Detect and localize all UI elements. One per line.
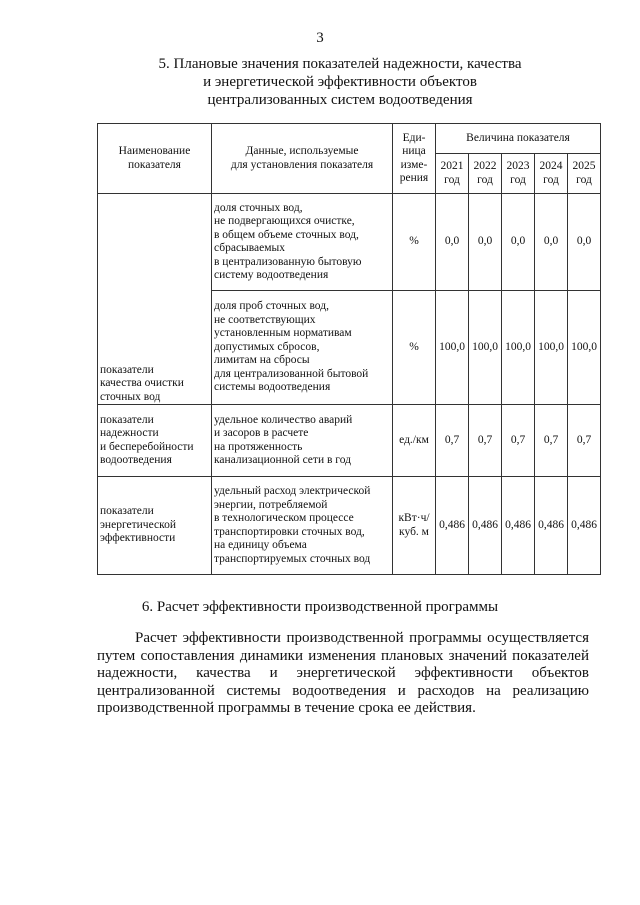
row-data-line: установленным нормативам xyxy=(214,327,352,340)
row-data xyxy=(212,477,393,575)
header-year-2024 xyxy=(535,154,568,194)
row-data-line: транспортируемых сточных вод xyxy=(214,552,371,565)
table-row xyxy=(98,477,601,575)
group-name-line: надежности xyxy=(100,427,159,439)
row-data-line: систему водоотведения xyxy=(214,269,329,281)
group-name-line: показатели xyxy=(100,505,154,518)
row-data-line: транспортировки сточных вод, xyxy=(214,525,365,538)
header-unit-line: рения xyxy=(399,172,429,184)
row-data-line: лимитам на сбросы xyxy=(214,354,310,367)
group-name-line: показатели xyxy=(100,413,154,426)
row-value: 0,0 xyxy=(502,194,535,291)
year-suffix: год xyxy=(477,173,493,186)
group-name-line: качества очистки xyxy=(100,377,184,389)
section5-title xyxy=(60,55,620,109)
row-data xyxy=(212,194,393,291)
year-suffix: год xyxy=(543,173,559,186)
year-label: 2025 xyxy=(572,160,596,172)
row-data-line: удельное количество аварий xyxy=(214,413,353,426)
row-unit-line: кВт·ч/ xyxy=(398,512,430,524)
row-value: 0,486 xyxy=(436,477,469,575)
year-suffix: год xyxy=(510,173,526,186)
group-name-quality xyxy=(98,194,212,405)
row-data-line: в технологическом процессе xyxy=(214,512,354,524)
row-value: 100,0 xyxy=(502,291,535,405)
section6-paragraph: Расчет эффективности производственной программы осуществляется путем сопоставления динамики изменения плановых значений показателей надежности, качества и энергетической эффективности объектов централизованной системы водоотведения и расходов на реализацию производственной программы в течение срока ее действия. xyxy=(97,630,589,716)
row-value: 0,486 xyxy=(568,477,601,575)
row-data-line: в централизованную бытовую xyxy=(214,255,362,268)
section5-title-line: 5. Плановые значения показателей надежности, качества xyxy=(158,56,522,72)
table-row xyxy=(98,405,601,477)
row-data-line: энергии, потребляемой xyxy=(214,498,328,511)
row-value: 100,0 xyxy=(568,291,601,405)
section5-title-line: централизованных систем водоотведения xyxy=(207,92,473,108)
row-data-line: не подвергающихся очистке, xyxy=(214,215,355,227)
row-unit xyxy=(393,477,436,575)
row-data-line: не соответствующих xyxy=(214,313,316,326)
row-data-line: доля проб сточных вод, xyxy=(214,300,329,313)
row-data xyxy=(212,405,393,477)
year-label: 2023 xyxy=(506,160,530,172)
row-data-line: сбрасываемых xyxy=(214,242,286,254)
header-unit-line: Еди- xyxy=(402,131,426,144)
row-value: 0,7 xyxy=(469,405,502,477)
header-data-line: для установления показателя xyxy=(230,158,374,171)
header-unit xyxy=(393,124,436,194)
header-name-line: показателя xyxy=(128,158,181,171)
row-value: 0,0 xyxy=(535,194,568,291)
row-data-line: допустимых сбросов, xyxy=(214,340,320,353)
group-name-energy xyxy=(98,477,212,575)
row-value: 0,7 xyxy=(535,405,568,477)
row-value: 0,7 xyxy=(568,405,601,477)
row-value: 0,7 xyxy=(502,405,535,477)
row-data-line: и засоров в расчете xyxy=(214,427,309,439)
header-year-2023 xyxy=(502,154,535,194)
header-data-line: Данные, используемые xyxy=(245,145,359,157)
header-name-line: Наименование xyxy=(118,145,191,157)
group-name-line: водоотведения xyxy=(100,454,172,466)
header-year-2022 xyxy=(469,154,502,194)
group-name-line: показатели xyxy=(100,363,154,376)
year-suffix: год xyxy=(576,173,592,186)
group-name-line: сточных вод xyxy=(100,390,161,403)
table-row xyxy=(98,194,601,291)
header-name xyxy=(98,124,212,194)
group-name-reliability xyxy=(98,405,212,477)
row-data-line: доля сточных вод, xyxy=(214,201,303,214)
page-number: 3 xyxy=(316,30,324,46)
row-value: 0,486 xyxy=(469,477,502,575)
header-value-group: Величина показателя xyxy=(436,124,601,154)
row-unit: % xyxy=(393,194,436,291)
row-value: 100,0 xyxy=(469,291,502,405)
header-unit-line: изме- xyxy=(400,158,428,171)
header-unit-line: ница xyxy=(402,145,426,157)
row-unit: % xyxy=(393,291,436,405)
row-value: 0,0 xyxy=(469,194,502,291)
row-value: 100,0 xyxy=(436,291,469,405)
group-name-line: эффективности xyxy=(100,532,176,545)
row-unit-line: куб. м xyxy=(399,525,429,538)
row-value: 0,0 xyxy=(436,194,469,291)
row-unit: ед./км xyxy=(393,405,436,477)
row-value: 0,486 xyxy=(535,477,568,575)
row-value: 0,7 xyxy=(436,405,469,477)
section5-title-line: и энергетической эффективности объектов xyxy=(203,74,477,90)
year-label: 2021 xyxy=(440,160,464,172)
section6-title: 6. Расчет эффективности производственной программы xyxy=(141,599,499,615)
row-data-line: в общем объеме сточных вод, xyxy=(214,228,359,241)
row-value: 0,0 xyxy=(568,194,601,291)
row-value: 100,0 xyxy=(535,291,568,405)
header-year-2021 xyxy=(436,154,469,194)
group-name-line: и бесперебойности xyxy=(100,440,194,453)
indicators-table xyxy=(97,123,601,575)
year-suffix: год xyxy=(444,173,460,186)
row-data-line: удельный расход электрической xyxy=(214,485,371,497)
year-label: 2022 xyxy=(473,160,497,172)
row-data-line: для централизованной бытовой xyxy=(214,367,369,380)
row-data-line: канализационной сети в год xyxy=(214,454,351,466)
row-data-line: системы водоотведения xyxy=(214,381,331,394)
row-data xyxy=(212,291,393,405)
row-data-line: на единицу объема xyxy=(214,539,307,551)
year-label: 2024 xyxy=(539,160,563,172)
group-name-line: энергетической xyxy=(100,518,176,531)
row-data-line: на протяженность xyxy=(214,440,303,453)
header-data xyxy=(212,124,393,194)
row-value: 0,486 xyxy=(502,477,535,575)
header-year-2025 xyxy=(568,154,601,194)
